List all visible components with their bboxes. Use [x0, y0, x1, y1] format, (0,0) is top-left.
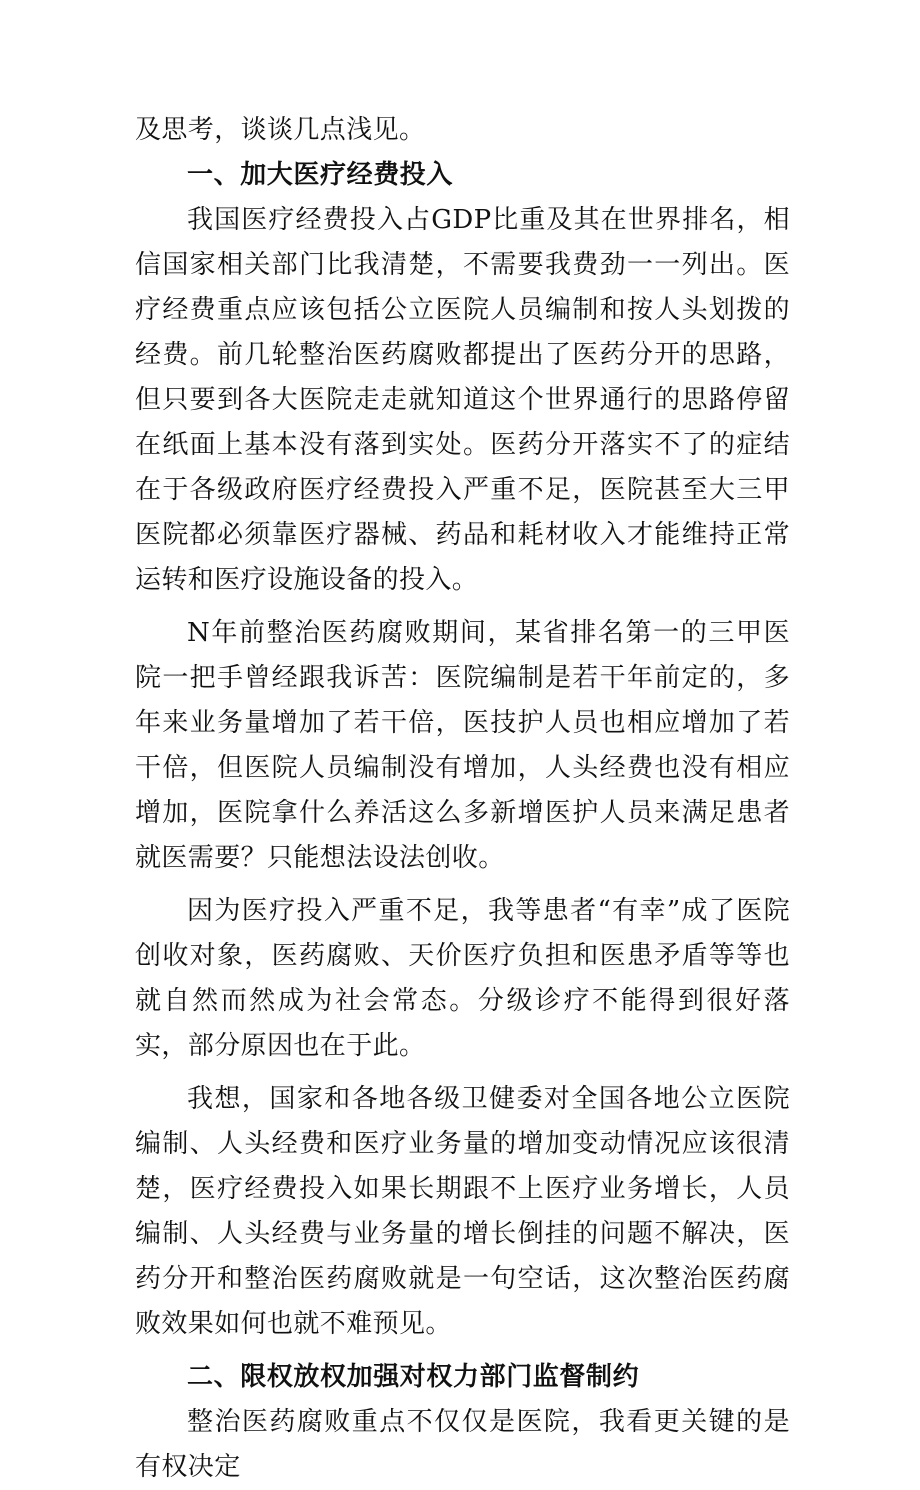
paragraph: 我想，国家和各地各级卫健委对全国各地公立医院编制、人头经费和医疗业务量的增加变动情况应该很清楚，医疗经费投入如果长期跟不上医疗业务增长，人员编制、人头经费与业务量的增长倒挂的问题不解决，医药分开和整治医药腐败就是一句空话，这次整治医药腐败效果如何也就不难预见。 [135, 1084, 790, 1339]
document-body [135, 108, 790, 1490]
paragraph-continuation: 及思考，谈谈几点浅见。 [135, 115, 426, 145]
paragraph: 因为医疗投入严重不足，我等患者“有幸”成了医院创收对象，医药腐败、天价医疗负担和医患矛盾等等也就自然而然成为社会常态。分级诊疗不能得到很好落实，部分原因也在于此。 [135, 896, 790, 1061]
section-heading-2: 二、限权放权加强对权力部门监督制约 [187, 1362, 640, 1392]
paragraph: 整治医药腐败重点不仅仅是医院，我看更关键的是有权决定 [135, 1407, 790, 1482]
paragraph: 我国医疗经费投入占GDP比重及其在世界排名，相信国家相关部门比我清楚，不需要我费劲一一列出。医疗经费重点应该包括公立医院人员编制和按人头划拨的经费。前几轮整治医药腐败都提出了医药分开的思路，但只要到各大医院走走就知道这个世界通行的思路停留在纸面上基本没有落到实处。医药分开落实不了的症结在于各级政府医疗经费投入严重不足，医院甚至大三甲医院都必须靠医疗器械、药品和耗材收入才能维持正常运转和医疗设施设备的投入。 [135, 205, 790, 595]
section-heading-1: 一、加大医疗经费投入 [187, 160, 454, 190]
paragraph: N年前整治医药腐败期间，某省排名第一的三甲医院一把手曾经跟我诉苦：医院编制是若干年前定的，多年来业务量增加了若干倍，医技护人员也相应增加了若干倍，但医院人员编制没有增加，人头经费也没有相应增加，医院拿什么养活这么多新增医护人员来满足患者就医需要？只能想法设法创收。 [135, 618, 790, 873]
